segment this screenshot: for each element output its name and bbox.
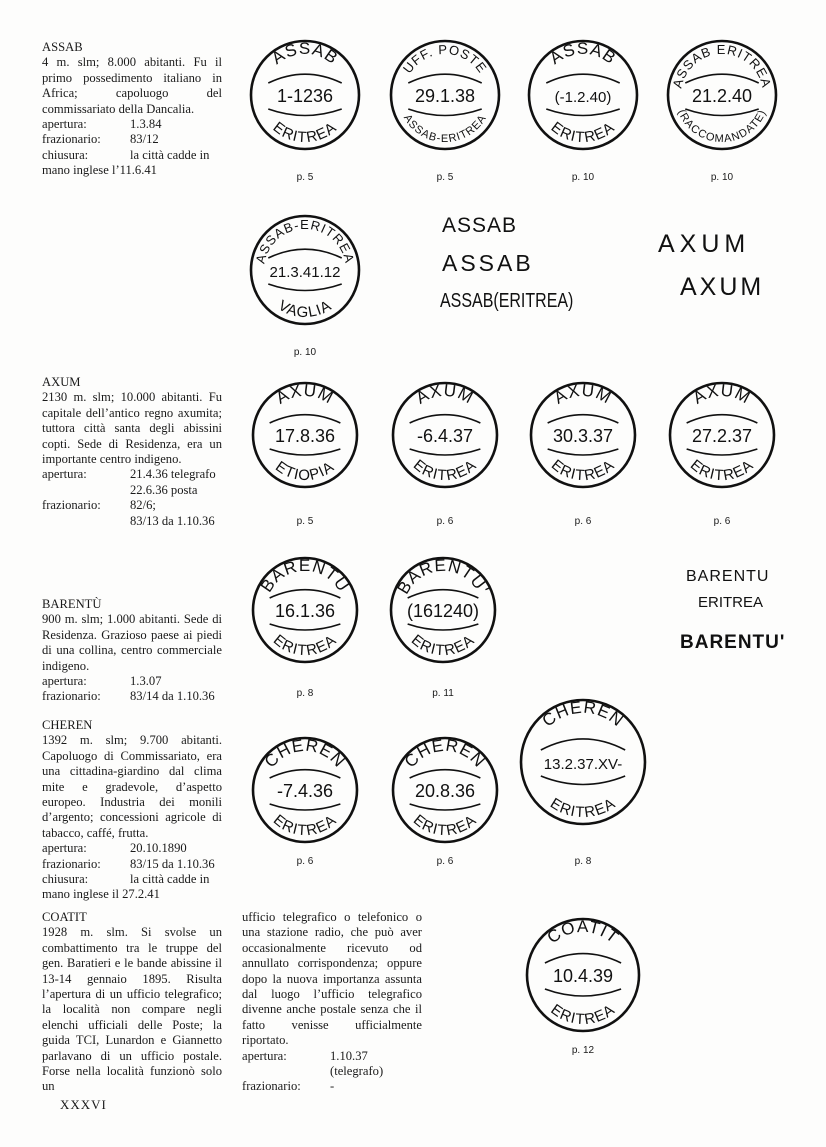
postmark [248,553,362,667]
page-number: XXXVI [60,1097,107,1112]
postmark-bottom-text: ERITREA [409,456,481,485]
postmark-upper-arc [268,249,341,258]
postmark-date: -6.4.37 [416,426,474,446]
postmark-bottom-text: ERITREA [407,631,479,660]
field-value: la città cadde in [130,872,210,887]
postmark-bottom-text: ERITREA [269,118,341,147]
postmark-upper-arc [548,415,619,423]
field [42,148,222,163]
field-value: 1.3.84 [130,117,162,132]
field [42,514,222,529]
entry-assab [42,40,222,179]
linear-mark: ERITREA [698,594,764,611]
postmark-top-text: ASSAB ERITREA [669,41,775,90]
postmark-date: 20.8.36 [414,781,476,801]
page-reference: p. 12 [571,1045,595,1056]
field [42,689,222,704]
field-label: frazionario: [42,132,101,147]
entry-note: mano inglese il 27.2.41 [42,887,160,902]
field-value: 20.10.1890 [130,841,187,856]
postmark-lower-arc [685,109,758,116]
postmark-top-text: UFF. POSTE [399,41,491,76]
postmark-date: 10.4.39 [552,966,614,986]
postmark-top-text: CHEREN [400,735,490,772]
postmark-date: 21.3.41.12 [269,264,341,281]
postmark [665,378,779,492]
page-reference: p. 6 [436,516,454,527]
field [42,132,222,147]
postmark-bottom-text: ASSAB-ERITREA [400,112,490,145]
postmark-upper-arc [541,739,625,750]
postmark [246,36,364,154]
postmark-upper-arc [270,770,341,778]
postmark-top-text: ASSAB-ERITREA [252,217,358,266]
postmark-top-text: COATIT [543,916,623,948]
page-reference: p. 10 [293,347,317,358]
entry-description: 900 m. slm; 1.000 abitanti. Sede di Residenza. Grazioso paese ai piedi di una collina, centro commerciale indigeno. [42,612,222,673]
page-reference: p. 8 [296,688,314,699]
postmark-date: 27.2.37 [691,426,753,446]
postmark-lower-arc [270,804,341,810]
page-reference: p. 10 [710,172,734,183]
postmark-bottom-text: ERITREA [269,811,341,840]
postmark-lower-arc [410,804,481,810]
entry-name: CHEREN [42,718,93,732]
postmark-date: -7.4.36 [276,781,334,801]
page-reference: p. 5 [296,516,314,527]
postmark [524,36,642,154]
postmark-lower-arc [410,449,481,455]
postmark [663,36,781,154]
postmark-lower-arc [270,449,341,455]
postmark-lower-arc [548,449,619,455]
postmark-upper-arc [268,74,341,83]
page-reference: p. 6 [436,856,454,867]
field-value: la città cadde in [130,147,210,162]
postmark-lower-arc [541,776,625,785]
field-label: apertura: [42,674,87,689]
postmark-bottom-text: ERITREA [547,456,619,485]
postmark-bottom-text: ERITREA [547,794,619,822]
postmark-lower-arc [545,989,621,996]
field-label: apertura: [42,117,87,132]
field-value: 22.6.36 posta [130,482,198,497]
field-value: 1.3.07 [130,674,162,689]
entry-name: AXUM [42,375,81,389]
postmark-bottom-text: ETIOPIA [272,457,338,485]
linear-mark: BARENTU' [680,632,786,653]
postmark-top-text: BARENTU' [393,555,493,598]
field-value: 83/12 [130,132,159,147]
postmark-date: 13.2.37.XV- [543,756,623,773]
postmark-date: 30.3.37 [552,426,614,446]
entry-description: 2130 m. slm; 10.000 abitanti. Fu capitale dell’antico regno axumita; tuttora città santa degli abissini copti. Sede di Residenza, era un importante centro indigeno. [42,390,222,467]
entry-name: COATIT [42,910,87,924]
field-label: frazionario: [42,689,101,704]
linear-mark: ASSAB(ERITREA) [440,290,574,312]
entry-cheren [42,718,222,903]
postmark-lower-arc [687,449,758,455]
postmark-bottom-text: ERITREA [686,456,758,485]
field [42,841,222,856]
postmark-upper-arc [545,954,621,963]
postmark [246,211,364,329]
field-value: 83/13 da 1.10.36 [130,513,215,528]
postmark-upper-arc [270,415,341,423]
postmark [386,36,504,154]
linear-mark: ASSAB [442,250,534,276]
entry-note: mano inglese l’11.6.41 [42,163,157,178]
postmark-upper-arc [410,770,481,778]
field [242,1079,422,1094]
entry-name: ASSAB [42,40,83,54]
entry-description: 1392 m. slm; 9.700 abitanti. Capoluogo di Commissariato, era una cittadina-giardino dal clima mite e gradevole, d’aspetto europeo. Industria dei monili d’argento; concessioni agricole di tabacco, caffé, frutta. [42,733,222,840]
field-label: apertura: [42,467,87,482]
postmark-top-text: AXUM [412,380,477,408]
postmark [248,733,362,847]
page-reference: p. 5 [296,172,314,183]
field-value: 1.10.37 (telegrafo) [330,1048,384,1079]
postmark-bottom-text: ERITREA [269,631,341,660]
postmark-upper-arc [410,415,481,423]
postmark-upper-arc [685,74,758,83]
field [242,1049,422,1080]
field [42,674,222,689]
postmark [248,378,362,492]
field [42,117,222,132]
postmark-top-text: CHEREN [260,735,350,772]
postmark-lower-arc [408,109,481,116]
postmark-lower-arc [268,284,341,291]
postmark-upper-arc [687,415,758,423]
field-label: apertura: [42,841,87,856]
postmark-lower-arc [268,109,341,116]
postmark-bottom-text: ERITREA [547,118,619,147]
entry-barentù [42,597,222,705]
postmark-top-text: AXUM [550,380,615,408]
postmark-date: (-1.2.40) [554,89,612,106]
postmark-bottom-text: VAGLIA [275,296,335,322]
linear-mark: AXUM [680,273,765,301]
postmark-top-text: BARENTU [256,555,354,596]
page-reference: p. 10 [571,172,595,183]
postmark-bottom-text: ERITREA [547,1000,619,1029]
page-reference: p. 11 [432,688,454,699]
postmark-date: 17.8.36 [274,426,336,446]
field-label: frazionario: [242,1079,301,1094]
field-label: apertura: [242,1048,287,1063]
field-value: 83/15 da 1.10.36 [130,856,215,871]
field-value: 21.4.36 telegrafo [130,467,216,482]
postmark [386,553,500,667]
postmark-date: 1-1236 [276,86,334,106]
field-label: chiusura: [42,872,89,887]
field-value: - [330,1079,335,1094]
page-reference: p. 6 [713,516,731,527]
postmark-top-text: CHEREN [538,697,628,731]
entry-description: 4 m. slm; 8.000 abitanti. Fu il primo possedimento italiano in Africa; capoluogo del commissariato della Dancalia. [42,55,222,116]
postmark-lower-arc [270,624,341,630]
postmark-lower-arc [546,109,619,116]
field [42,483,222,498]
page-reference: p. 6 [296,856,314,867]
field-label: frazionario: [42,498,101,513]
postmark-top-text: AXUM [689,380,754,408]
field [42,467,222,482]
postmark-top-text: ASSAB [268,39,342,69]
postmark [522,914,644,1036]
field-label: chiusura: [42,147,89,162]
postmark-bottom-text: (RACCOMANDATE) [675,107,769,146]
postmark [388,378,502,492]
postmark-date: 16.1.36 [274,601,336,621]
field [42,857,222,872]
field-value: 82/6; [130,498,156,513]
postmark-upper-arc [408,590,479,598]
postmark-bottom-text: ERITREA [409,811,481,840]
postmark-date: 29.1.38 [414,86,476,106]
page-reference: p. 8 [574,856,592,867]
postmark-top-text: AXUM [272,380,337,408]
postmark-date: 21.2.40 [691,86,753,106]
postmark-top-text: ASSAB [546,39,620,69]
postmark-lower-arc [408,624,479,630]
postmark-upper-arc [408,74,481,83]
linear-mark: BARENTU [686,568,770,585]
linear-mark: AXUM [658,230,751,258]
postmark-date: (161240) [406,601,480,621]
entry-name: BARENTÙ [42,597,102,611]
entry-axum [42,375,222,529]
field [42,872,222,887]
field-label: frazionario: [42,856,101,871]
postmark [388,733,502,847]
postmark-upper-arc [546,74,619,83]
linear-mark: ASSAB [442,214,518,237]
postmark [526,378,640,492]
entry-description: 1928 m. slm. Si svolse un combattimento tra le truppe del gen. Baratieri e le bande abissine il 13-14 gennaio 1895. Risulta l’apertura di un ufficio telegrafico; la località non compare negli elenchi ufficiali delle Poste; la guida TCI, Lunardon e Giannetto parlavano di un ufficio postale. Forse nella località funzionò solo un [42,925,222,1094]
postmark-upper-arc [270,590,341,598]
field-value: 83/14 da 1.10.36 [130,689,215,704]
postmark [516,695,650,829]
page-reference: p. 6 [574,516,592,527]
field [42,498,222,513]
page-reference: p. 5 [436,172,454,183]
entry-description-continued: ufficio telegrafico o telefonico o una stazione radio, che può aver occasionalmente ricevuto od annullato corrispondenza; oppure dopo la nuova importanza assunta dal luogo l’ufficio telegrafico divenne anche postale senza che il fatto venisse ufficialmente riportato. [242,910,422,1048]
